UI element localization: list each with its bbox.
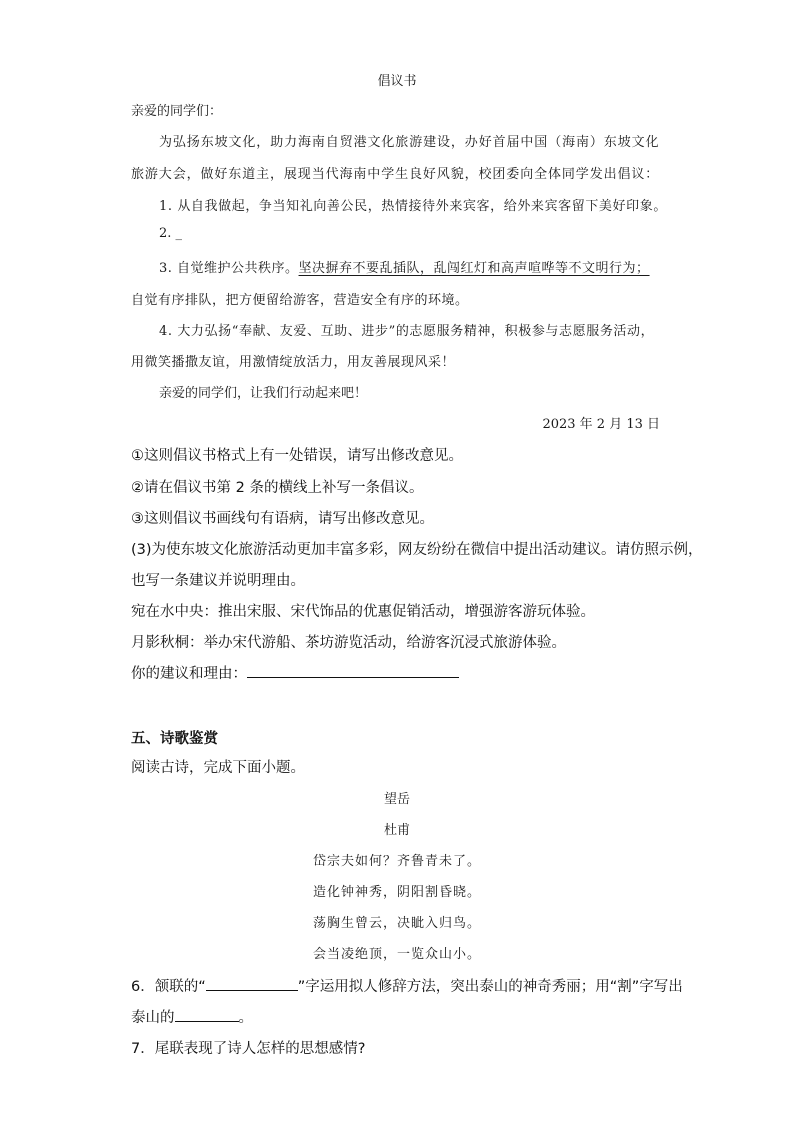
poem-line-4: 会当凌绝顶，一览众山小。: [312, 947, 481, 962]
question-7: 7．尾联表现了诗人怎样的思想感情?: [131, 1041, 366, 1057]
question-4-line-2: 也写一条建议并说明理由。: [131, 573, 305, 589]
question-6-part-1: 6．颔联的“: [131, 979, 206, 995]
question-6-blank-1[interactable]: [206, 976, 298, 991]
proposal-item-3: [159, 257, 650, 276]
poem-line-3: 荡胸生曾云，决眦入归鸟。: [312, 916, 481, 931]
proposal-item-3-continued: 自觉有序排队，把方便留给游客，营造安全有序的环境。: [131, 293, 469, 308]
answer-line: [131, 662, 459, 683]
proposal-item-1: 1. 从自我做起，争当知礼向善公民，热情接待外来宾客，给外来宾客留下美好印象。: [159, 199, 667, 214]
answer-label: 你的建议和理由：: [131, 666, 247, 682]
answer-blank[interactable]: [247, 663, 459, 678]
proposal-item-4: 4. 大力弘扬“奉献、友爱、互助、进步”的志愿服务精神，积极参与志愿服务活动，: [159, 324, 655, 339]
section-5-instruction: 阅读古诗，完成下面小题。: [131, 760, 305, 776]
proposal-intro-line-1: 为弘扬东坡文化，助力海南自贸港文化旅游建设，办好首届中国（海南）东坡文化: [159, 135, 660, 150]
question-2: ②请在倡议书第 2 条的横线上补写一条倡议。: [131, 480, 424, 496]
proposal-item-4-continued: 用微笑播撒友谊，用激情绽放活力，用友善展现风采！: [131, 355, 456, 370]
example-suggestion-1: 宛在水中央：推出宋服、宋代饰品的优惠促销活动，增强游客游玩体验。: [131, 604, 595, 620]
question-6-part-4: 。: [238, 1010, 253, 1026]
proposal-greeting: 亲爱的同学们：: [131, 104, 223, 119]
question-1: ①这则倡议书格式上有一处错误，请写出修改意见。: [131, 448, 463, 464]
proposal-title: 倡议书: [377, 74, 417, 89]
proposal-item-2: 2. _: [159, 226, 183, 241]
question-6-line-1: [131, 975, 683, 996]
example-suggestion-2: 月影秋桐：举办宋代游船、茶坊游览活动，给游客沉浸式旅游体验。: [131, 635, 566, 651]
proposal-intro-line-2: 旅游大会，做好东道主，展现当代海南中学生良好风貌，校团委向全体同学发出倡议：: [131, 167, 660, 182]
poem-title: 望岳: [383, 792, 410, 807]
proposal-item-3-underlined-sentence: 坚决摒弃不要乱插队，乱闯红灯和高声喧哗等不文明行为；: [298, 261, 650, 276]
poem-line-1: 岱宗夫如何？齐鲁青未了。: [312, 854, 481, 869]
poem-line-2: 造化钟神秀，阴阳割昏晓。: [312, 885, 481, 900]
section-5-heading: 五、诗歌鉴赏: [131, 731, 218, 747]
question-3: ③这则倡议书画线句有语病，请写出修改意见。: [131, 511, 434, 527]
question-6-blank-2[interactable]: [175, 1007, 239, 1022]
proposal-closing: 亲爱的同学们，让我们行动起来吧！: [159, 386, 368, 401]
question-4-line-1: (3)为使东坡文化旅游活动更加丰富多彩，网友纷纷在微信中提出活动建议。请仿照示例，: [131, 542, 703, 558]
proposal-item-3-prefix: 3. 自觉维护公共秩序。: [159, 261, 299, 276]
proposal-date: 2023 年 2 月 13 日: [542, 417, 660, 432]
question-6-line-2: [131, 1006, 253, 1027]
poem-author: 杜甫: [383, 823, 410, 838]
question-6-part-3: 泰山的: [131, 1010, 175, 1026]
question-6-part-2: ”字运用拟人修辞方法，突出泰山的神奇秀丽；用“割”字写出: [297, 979, 683, 995]
